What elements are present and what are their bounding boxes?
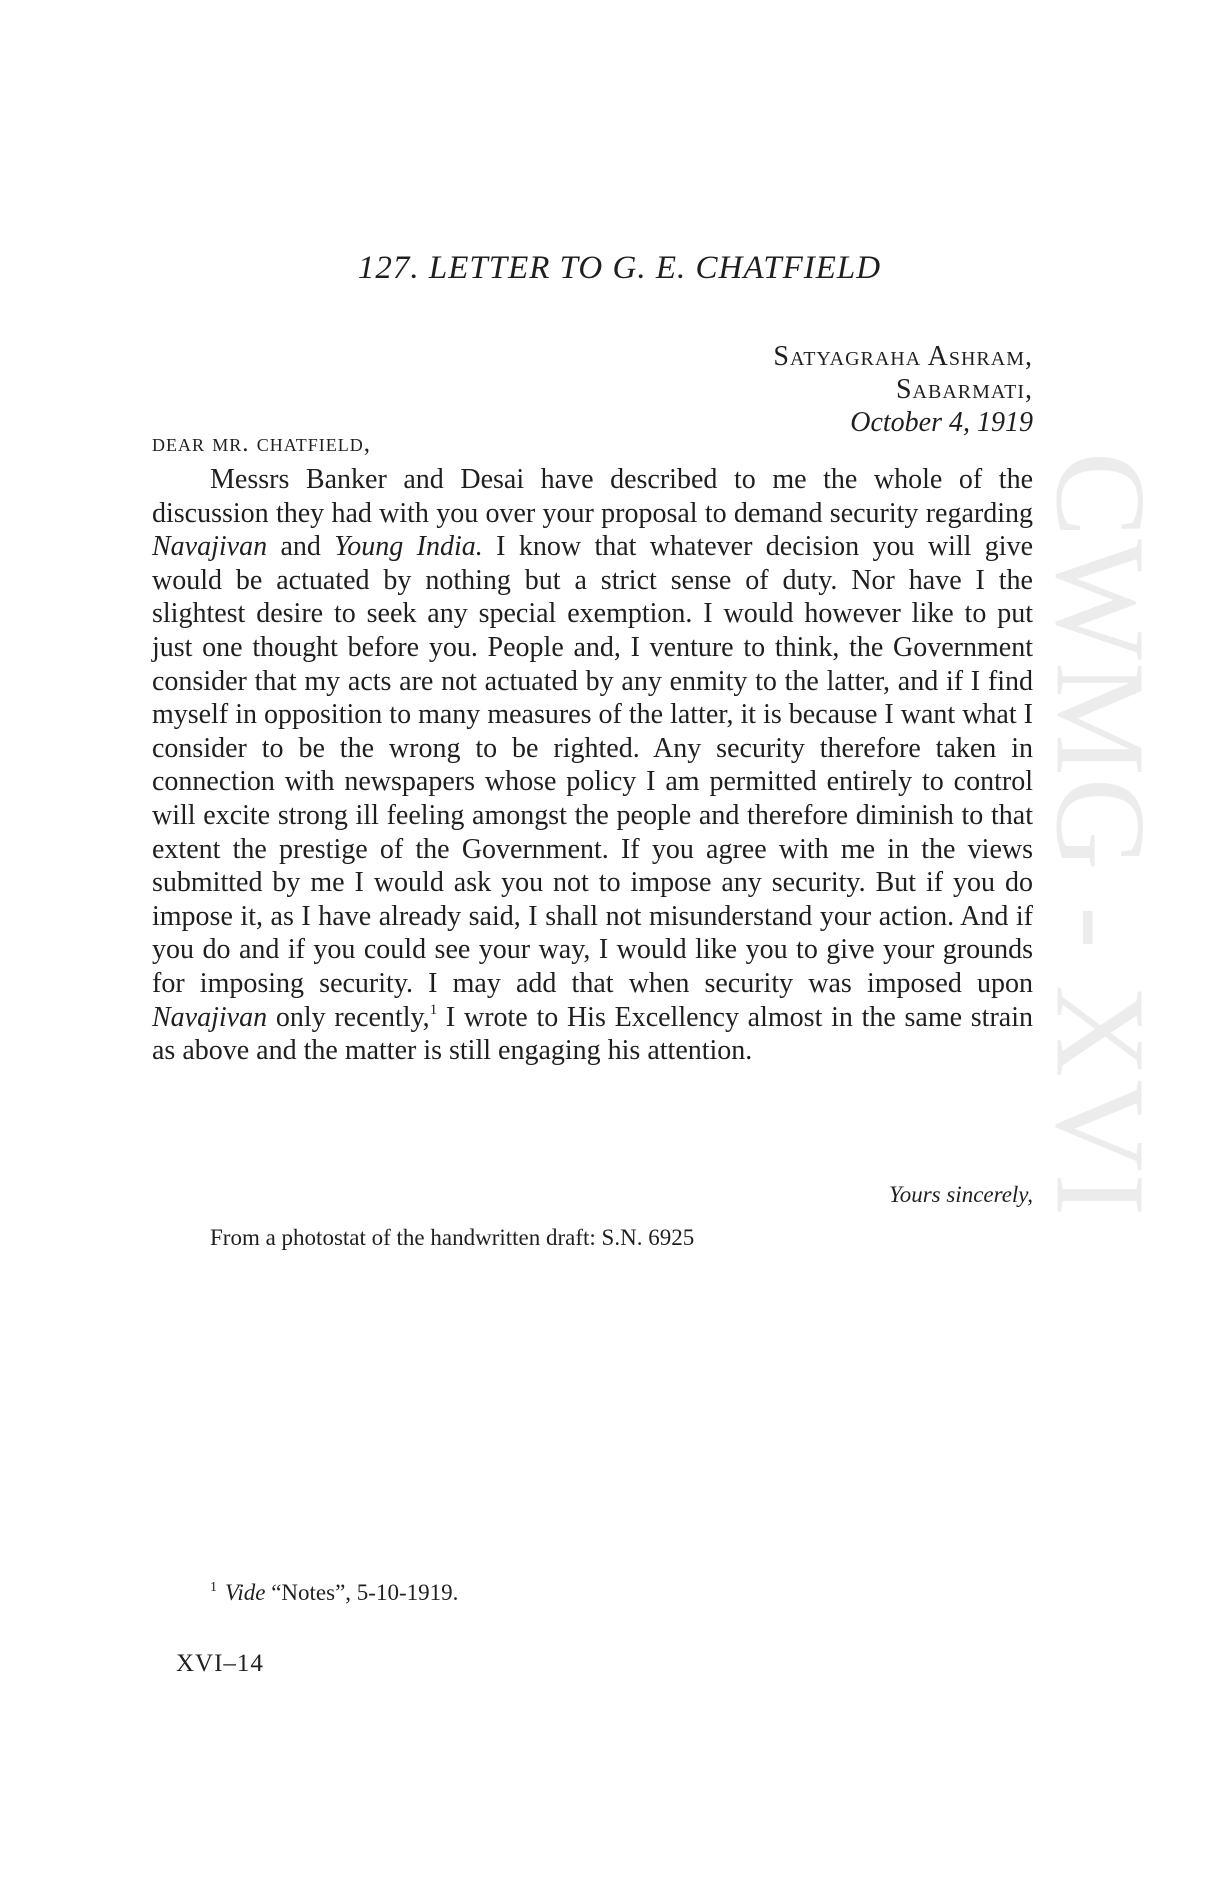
address-line-ashram: Satyagraha Ashram, [773,341,1033,372]
footnote-vide: Vide [225,1580,266,1605]
body-italic-navajivan: Navajivan [152,531,268,563]
body-text-4: only recently, [267,1001,430,1033]
closing: Yours sincerely, [889,1182,1033,1207]
letter-body [152,463,1033,1068]
body-italic-young-india: Young India. [334,531,483,563]
letter-title: 127. LETTER TO G. E. CHATFIELD [357,250,882,286]
body-text-5: I wrote to His Excellency almost in the same strain as above and the matter is still engaging his attention. [152,1001,1033,1067]
footnote [210,1580,458,1606]
salutation: dear mr. chatfield, [152,430,372,457]
letter-date: October 4, 1919 [850,407,1033,438]
watermark-text: CWMG - XVI [1029,451,1172,1219]
page-reference: XVI–14 [176,1650,264,1677]
sender-address [773,340,1033,439]
source-note: From a photostat of the handwritten draft: S.N. 6925 [210,1225,695,1250]
footnote-reference: 1 [429,1001,438,1018]
body-text-1: Messrs Banker and Desai have described to me the whole of the discussion they had with you over your proposal to demand security regarding [152,464,1033,529]
footnote-text: “Notes”, 5-10-1919. [265,1580,459,1605]
body-text-3: I know that whatever decision you will give would be actuated by nothing but a strict sense of duty. Nor have I the slightest desire to seek any special exemption. I would however like to put just one thought before you. People and, I venture to think, the Government consider that my acts are not actuated by any enmity to the latter, and if I find myself in opposition to many measures of the latter, it is because I want what I consider to be the wrong to be righted. Any security therefore taken in connection with newspapers whose policy I am permitted entirely to control will excite strong ill feeling amongst the people and therefore diminish to that extent the prestige of the Government. If you agree with me in the views submitted by me I would ask you not to impose any security. But if you do impose it, as I have already said, I shall not misunderstand your action. And if you do and if you could see your way, I would like you to give your grounds for imposing security. I may add that when security was imposed upon [152,531,1033,999]
body-text-2: and [267,531,335,563]
address-line-place: Sabarmati, [895,374,1033,405]
footnote-number: 1 [210,1580,217,1595]
body-italic-navajivan-2: Navajivan [152,1001,268,1033]
